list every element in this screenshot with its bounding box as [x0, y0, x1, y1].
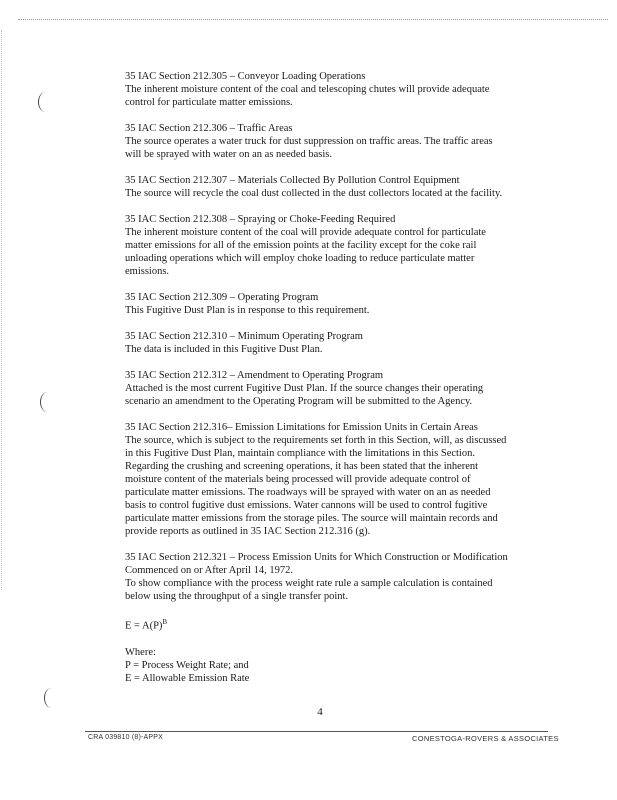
section-heading: 35 IAC Section 212.307 – Materials Collected By Pollution Control Equipment — [125, 175, 460, 186]
section-heading: 35 IAC Section 212.309 – Operating Program — [125, 292, 319, 303]
formula-exponent: B — [162, 618, 168, 626]
section-text-line: The inherent moisture content of the coal will provide adequate control for particulate — [125, 227, 486, 238]
section-text-line: emissions. — [125, 266, 170, 277]
section-text-line: provide reports as outlined in 35 IAC Section 212.316 (g). — [125, 526, 371, 537]
section-text-line: The data is included in this Fugitive Dust Plan. — [125, 344, 323, 355]
section-text-line: The source operates a water truck for dust suppression on traffic areas. The traffic areas — [125, 136, 493, 147]
punch-hole-mark — [40, 392, 55, 412]
regulation-section — [125, 369, 555, 408]
section-text-line: particulate matter emissions. The roadways will be sprayed with water on an as needed — [125, 487, 491, 498]
regulation-section — [125, 421, 555, 538]
section-text-line: The source will recycle the coal dust collected in the dust collectors located at the facility. — [125, 188, 503, 199]
scan-left-edge — [1, 30, 2, 590]
section-text-line: This Fugitive Dust Plan is in response to this requirement. — [125, 305, 370, 316]
regulation-section — [125, 70, 555, 109]
regulation-section — [125, 551, 555, 603]
section-text-line: scenario an amendment to the Operating Program will be submitted to the Agency. — [125, 396, 473, 407]
section-text-line: Attached is the most current Fugitive Dust Plan. If the source changes their operating — [125, 383, 484, 394]
section-text-line: matter emissions for all of the emission points at the facility except for the coke rail — [125, 240, 477, 251]
section-heading: 35 IAC Section 212.312 – Amendment to Operating Program — [125, 370, 384, 381]
section-text-line: To show compliance with the process weight rate rule a sample calculation is contained — [125, 578, 493, 589]
section-text-line: particulate matter emissions from the storage piles. The source will maintain records and — [125, 513, 498, 524]
regulation-section — [125, 122, 555, 161]
document-body — [125, 70, 555, 685]
definition-line: P = Process Weight Rate; and — [125, 659, 249, 671]
footer-rule — [85, 731, 548, 732]
regulation-section — [125, 291, 555, 317]
section-text-line: control for particulate matter emissions. — [125, 97, 293, 108]
section-text-line: basis to control fugitive dust emissions. Water cannons will be used to control fugitive — [125, 500, 488, 511]
section-text-line: in this Fugitive Dust Plan, maintain compliance with the limitations in this Section. — [125, 448, 475, 459]
regulation-section — [125, 174, 555, 200]
punch-hole-mark — [38, 92, 53, 112]
section-text-line: below using the throughput of a single transfer point. — [125, 591, 349, 602]
section-text-line: Regarding the crushing and screening operations, it has been stated that the inherent — [125, 461, 479, 472]
regulation-section — [125, 330, 555, 356]
variable-definitions — [125, 646, 555, 685]
section-heading: 35 IAC Section 212.316– Emission Limitations for Emission Units in Certain Areas — [125, 422, 478, 433]
scan-top-edge — [18, 19, 608, 20]
section-heading: 35 IAC Section 212.308 – Spraying or Choke-Feeding Required — [125, 214, 396, 225]
section-heading: 35 IAC Section 212.310 – Minimum Operating Program — [125, 331, 363, 342]
section-heading: 35 IAC Section 212.305 – Conveyor Loading Operations — [125, 71, 366, 82]
section-heading: 35 IAC Section 212.321 – Process Emission Units for Which Construction or Modification — [125, 552, 508, 563]
emission-formula — [125, 616, 555, 633]
section-text-line: unloading operations which will employ choke loading to reduce particulate matter — [125, 253, 475, 264]
section-text-line: moisture content of the materials being processed will provide adequate control of — [125, 474, 471, 485]
section-text-line: Commenced on or After April 14, 1972. — [125, 565, 293, 576]
definition-line: E = Allowable Emission Rate — [125, 672, 250, 684]
formula-base: E = A(P) — [125, 620, 163, 632]
section-text-line: The inherent moisture content of the coal and telescoping chutes will provide adequate — [125, 84, 490, 95]
footer-document-code: CRA 039810 (8)-APPX — [88, 734, 164, 741]
section-heading: 35 IAC Section 212.306 – Traffic Areas — [125, 123, 293, 134]
section-text-line: The source, which is subject to the requirements set forth in this Section, will, as discussed — [125, 435, 507, 446]
footer-company-name: CONESTOGA-ROVERS & ASSOCIATES — [412, 734, 559, 743]
page-number: 4 — [317, 706, 323, 718]
section-text-line: will be sprayed with water on an as needed basis. — [125, 149, 333, 160]
regulation-section — [125, 213, 555, 278]
punch-hole-mark — [44, 688, 59, 708]
definition-line: Where: — [125, 646, 156, 658]
